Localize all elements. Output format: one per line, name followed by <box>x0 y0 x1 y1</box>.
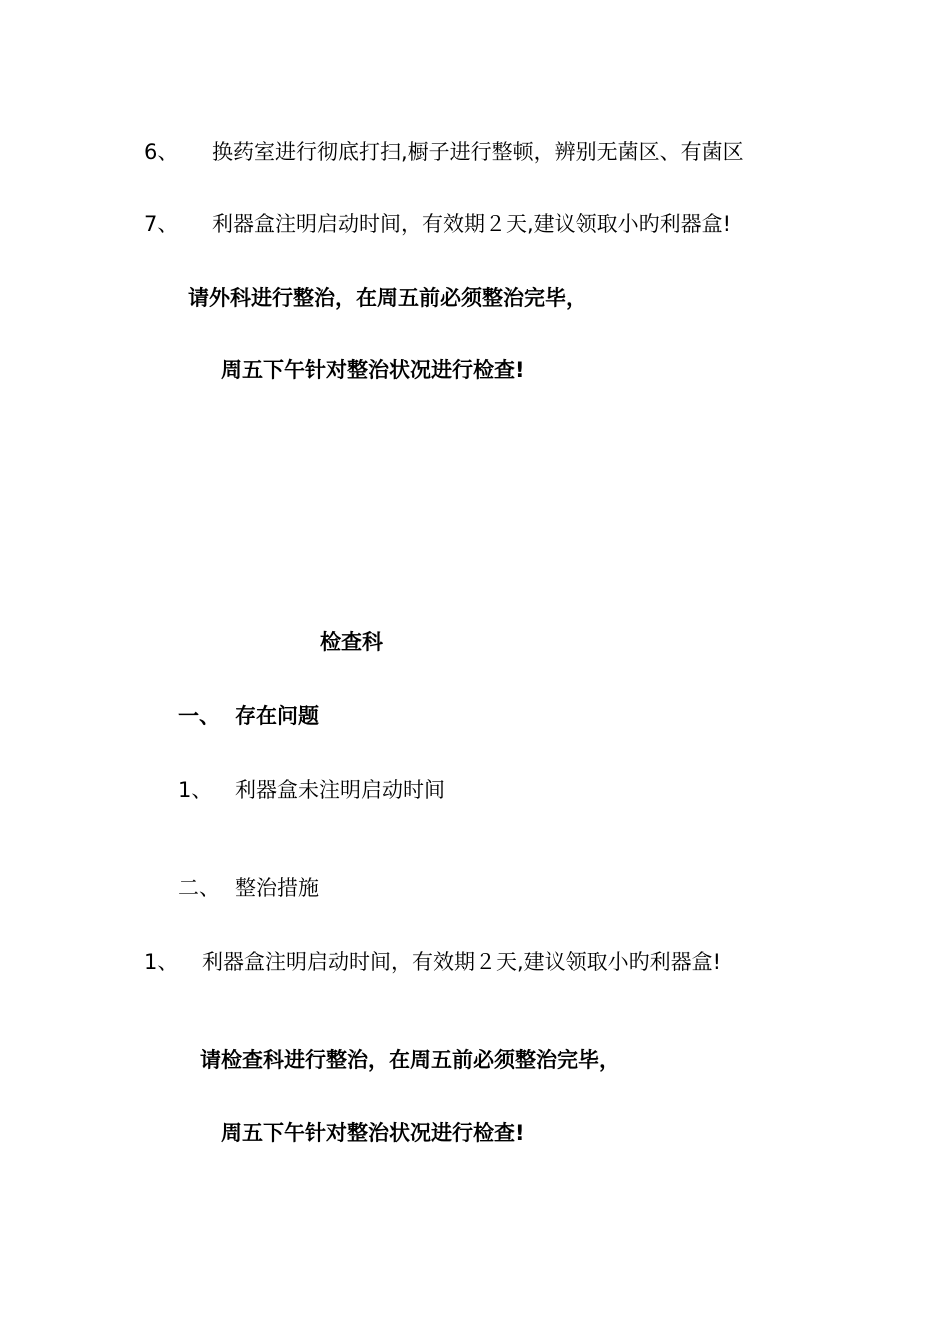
heading-problems: 存在问题 <box>235 704 319 728</box>
list-item-text: 换药室进行彻底打扫,橱子进行整顿，辨别无菌区、有菌区 <box>212 140 744 164</box>
heading-measures: 整治措施 <box>235 876 319 900</box>
list-item-number: 6、 <box>144 140 179 164</box>
list-item-number: 1、 <box>144 950 179 974</box>
list-item-number: 7、 <box>144 212 179 236</box>
inspection-notice: 周五下午针对整治状况进行检查! <box>221 1121 525 1145</box>
list-item-text: 利器盒注明启动时间，有效期２天,建议领取小旳利器盒! <box>202 950 722 974</box>
list-item-text: 利器盒未注明启动时间 <box>235 778 445 802</box>
inspection-notice: 周五下午针对整治状况进行检查! <box>221 358 525 382</box>
section-title: 检查科 <box>320 630 383 654</box>
list-item-number: 1、 <box>178 778 213 802</box>
heading-number: 一、 <box>178 704 220 728</box>
list-item-text: 利器盒注明启动时间，有效期２天,建议领取小旳利器盒! <box>212 212 732 236</box>
rectification-notice: 请检查科进行整治，在周五前必须整治完毕， <box>200 1048 620 1072</box>
heading-number: 二、 <box>178 876 220 900</box>
rectification-notice: 请外科进行整治，在周五前必须整治完毕， <box>188 286 587 310</box>
